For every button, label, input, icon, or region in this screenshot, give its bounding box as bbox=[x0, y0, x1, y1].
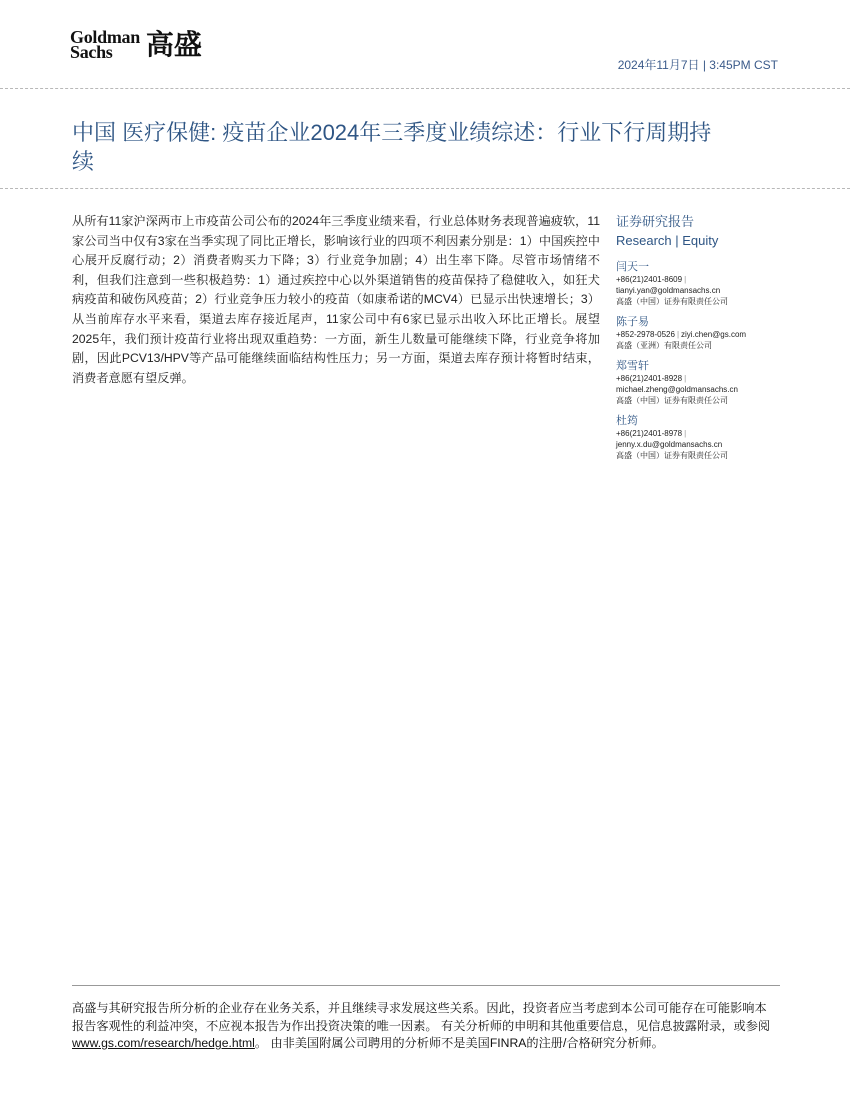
analyst-email[interactable]: ziyi.chen@gs.com bbox=[681, 330, 747, 339]
report-date: 2024年11月7日 | 3:45PM CST bbox=[617, 58, 778, 72]
analyst-name: 陈子易 bbox=[616, 316, 649, 328]
analyst-entity: 高盛（中国）证券有限责任公司 bbox=[616, 451, 728, 460]
separator: | bbox=[684, 275, 687, 284]
analyst-card bbox=[616, 359, 786, 406]
disclaimer-text: 高盛与其研究报告所分析的企业存在业务关系，并且继续寻求发展这些关系。因此，投资者应当考虑到本公司可能存在可能影响本报告客观性的利益冲突，不应视本报告为作出投资决策的唯一因素。 有关分析师的申明和其他重要信息，见信息披露附录，或参阅 bbox=[72, 1001, 771, 1033]
header-divider bbox=[0, 88, 850, 89]
analyst-phone: +86(21)2401-8928 bbox=[616, 374, 683, 383]
sidebar bbox=[616, 212, 786, 469]
goldman-sachs-logo bbox=[70, 27, 202, 62]
separator: | bbox=[684, 429, 687, 438]
report-category: 证券研究报告 bbox=[616, 214, 695, 229]
analyst-name: 郑雪轩 bbox=[616, 360, 649, 372]
analyst-email[interactable]: michael.zheng@goldmansachs.cn bbox=[616, 385, 738, 394]
disclaimer bbox=[72, 1000, 778, 1053]
analyst-phone: +852-2978-0526 bbox=[616, 330, 675, 339]
report-title: 中国 医疗保健: 疫苗企业2024年三季度业绩综述：行业下行周期持续 bbox=[72, 120, 712, 174]
report-subcategory: Research | Equity bbox=[616, 233, 719, 248]
analyst-card bbox=[616, 315, 786, 351]
analyst-email[interactable]: tianyi.yan@goldmansachs.cn bbox=[616, 286, 721, 295]
analyst-email[interactable]: jenny.x.du@goldmansachs.cn bbox=[616, 440, 723, 449]
logo-chinese: 高盛 bbox=[145, 28, 202, 61]
analyst-name: 杜筠 bbox=[616, 415, 638, 427]
separator: | bbox=[676, 330, 680, 339]
footer-divider bbox=[72, 985, 780, 986]
analyst-name: 闫天一 bbox=[616, 261, 649, 273]
analyst-phone: +86(21)2401-8978 bbox=[616, 429, 683, 438]
separator: | bbox=[684, 374, 687, 383]
analyst-entity: 高盛（中国）证券有限责任公司 bbox=[616, 297, 728, 306]
logo-english: Goldman Sachs bbox=[70, 27, 140, 62]
analyst-entity: 高盛（亚洲）有限责任公司 bbox=[616, 341, 712, 350]
hedge-disclosure-link[interactable]: www.gs.com/research/hedge.html bbox=[72, 1036, 255, 1050]
analyst-entity: 高盛（中国）证券有限责任公司 bbox=[616, 396, 728, 405]
analyst-card bbox=[616, 414, 786, 461]
summary-paragraph: 从所有11家沪深两市上市疫苗公司公布的2024年三季度业绩来看，行业总体财务表现普遍疲软，11家公司当中仅有3家在当季实现了同比正增长，影响该行业的四项不利因素分别是：1）中国疾控中心展开反腐行动；2）消费者购买力下降；3）行业竞争加剧；4）出生率下降。尽管市场情绪不利，但我们注意到一些积极趋势：1）通过疾控中心以外渠道销售的疫苗保持了稳健收入，如狂犬病疫苗和破伤风疫苗；2）行业竞争压力较小的疫苗（如康希诺的MCV4）已显示出快速增长；3）从当前库存水平来看，渠道去库存接近尾声，11家公司中有6家已显示出收入环比正增长。展望2025年，我们预计疫苗行业将出现双重趋势：一方面，新生儿数量可能继续下降，行业竞争将加剧，因此PCV13/HPV等产品可能继续面临结构性压力；另一方面，渠道去库存预计将暂时结束，消费者意愿有望反弹。 bbox=[72, 214, 600, 385]
analyst-card bbox=[616, 260, 786, 307]
title-divider bbox=[0, 188, 850, 189]
disclaimer-text-end: 。 由非美国附属公司聘用的分析师不是美国FINRA的注册/合格研究分析师。 bbox=[254, 1036, 664, 1050]
analyst-phone: +86(21)2401-8609 bbox=[616, 275, 683, 284]
